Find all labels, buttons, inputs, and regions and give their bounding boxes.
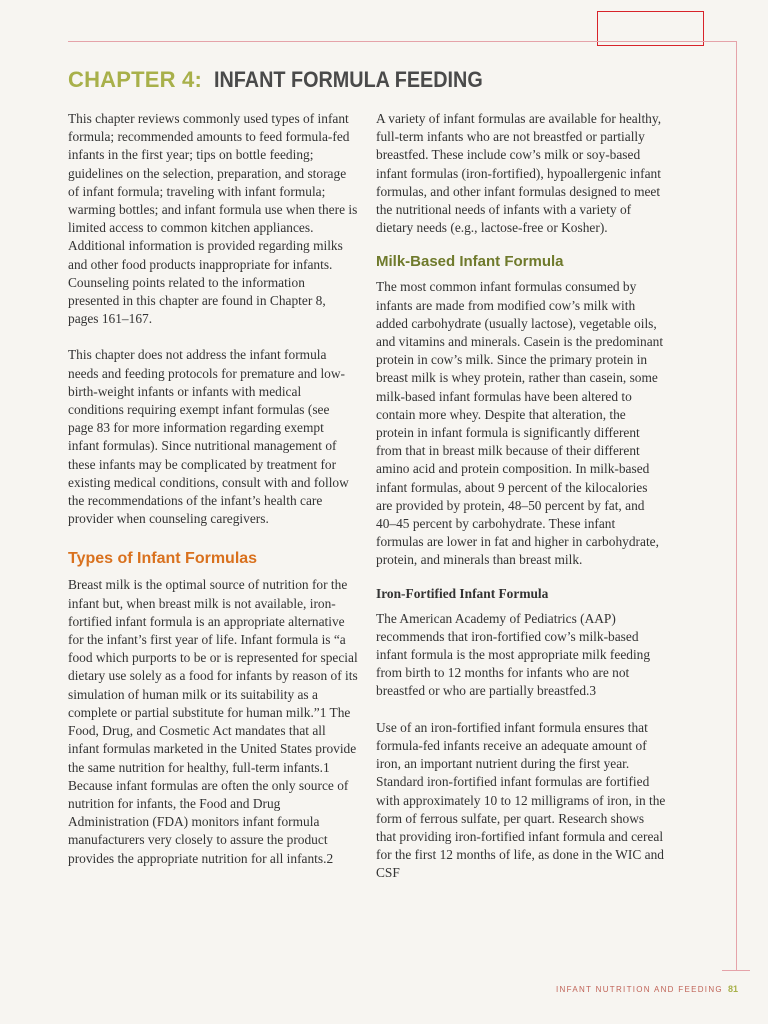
right-column: [376, 110, 666, 883]
left-column: [68, 110, 358, 868]
types-paragraph: Breast milk is the optimal source of nutrition for the infant but, when breast milk is not available, iron-fortified infant formula is an appropriate alternative for the infant’s first year of life. Infant formula is “a food which purports to be or is represented for special dietary use solely as a food for infants by reason of its simulation of human milk or its suitability as a complete or partial substitute for human milk.”1 The Food, Drug, and Cosmetic Act mandates that all infant formulas marketed in the United States provide the same nutrition for healthy, full-term infants.1 Because infant formulas are often the only source of nutrition for infants, the Food and Drug Administration (FDA) monitors infant formula manufacturers very closely to assure the product provides the appropriate nutrition for all infants.2: [68, 577, 358, 866]
chapter-title: [68, 66, 513, 94]
page-number: 81: [728, 984, 739, 994]
variety-paragraph: A variety of infant formulas are available for healthy, full-term infants who are not breastfed or partially breastfed. These include cow’s milk or soy-based infant formulas (iron-fortified), hypoallergenic infant formulas, and other infant formulas designed to meet the nutritional needs of infants with a variety of dietary needs (e.g., lactose-free or Kosher).: [376, 111, 662, 236]
chapter-name: INFANT FORMULA FEEDING: [214, 67, 483, 92]
footer-running-title: INFANT NUTRITION AND FEEDING: [556, 985, 723, 994]
iron-use-paragraph: Use of an iron-fortified infant formula ensures that formula-fed infants receive an adequate amount of iron, an important nutrient during the first year. Standard iron-fortified infant formulas are fortified with approximately 10 to 12 milligrams of iron, in the form of ferrous sulfate, per quart. Research shows that providing iron-fortified infant formula and cereal for the first 12 months of life, as done in the WIC and CSF: [376, 719, 666, 881]
aap-paragraph: The American Academy of Pediatrics (AAP) recommends that iron-fortified cow’s milk-based infant formula is the most appropriate milk feeding from birth to 12 months for infants who are not breastfed or who are partially breastfed.3: [376, 610, 651, 699]
types-heading: Types of Infant Formulas: [68, 550, 258, 568]
milk-based-paragraph: The most common infant formulas consumed by infants are made from modified cow’s milk with added carbohydrate (usually lactose), vegetable oils, and vitamins and minerals. Casein is the predominant protein in cow’s milk. Since the primary protein in breast milk is whey protein, rather than casein, some milk-based infant formulas have been altered to contain more whey. Despite that alteration, the protein in infant formula is significantly different from that in breast milk because of their different amino acid and protein composition. In milk-based infant formulas, about 9 percent of the kilocalories are provided by protein, 48–50 percent by fat, and 40–45 percent by carbohydrate. These infant formulas are lower in fat and higher in carbohydrate, protein, and minerals than breast milk.: [376, 279, 664, 568]
intro-paragraph: This chapter reviews commonly used types of infant formula; recommended amounts to feed formula-fed infants in the first year; tips on bottle feeding; guidelines on the selection, preparation, and storage of infant formula; traveling with infant formula; warming bottles; and infant formula use when there is limited access to common kitchen appliances. Additional information is provided regarding milks and other food products inappropriate for infants. Counseling points related to the information presented in this chapter are found in Chapter 8, pages 161–167.: [68, 111, 358, 327]
top-rule: [68, 41, 736, 42]
right-rule: [736, 41, 737, 971]
iron-fortified-subheading: Iron-Fortified Infant Formula: [376, 585, 549, 601]
chapter-number: CHAPTER 4:: [68, 67, 203, 92]
bottom-rule-tick: [722, 970, 750, 971]
milk-based-heading: Milk-Based Infant Formula: [376, 253, 564, 271]
scope-paragraph: This chapter does not address the infant formula needs and feeding protocols for premature and low-birth-weight infants or infants with medical conditions requiring exempt infant formulas (see page 83 for more information regarding exempt infant formulas). Since nutritional management of these infants may be complicated by treatment for existing medical conditions, consult with and follow the recommendations of the infant’s health care provider when counseling caregivers.: [68, 347, 349, 527]
